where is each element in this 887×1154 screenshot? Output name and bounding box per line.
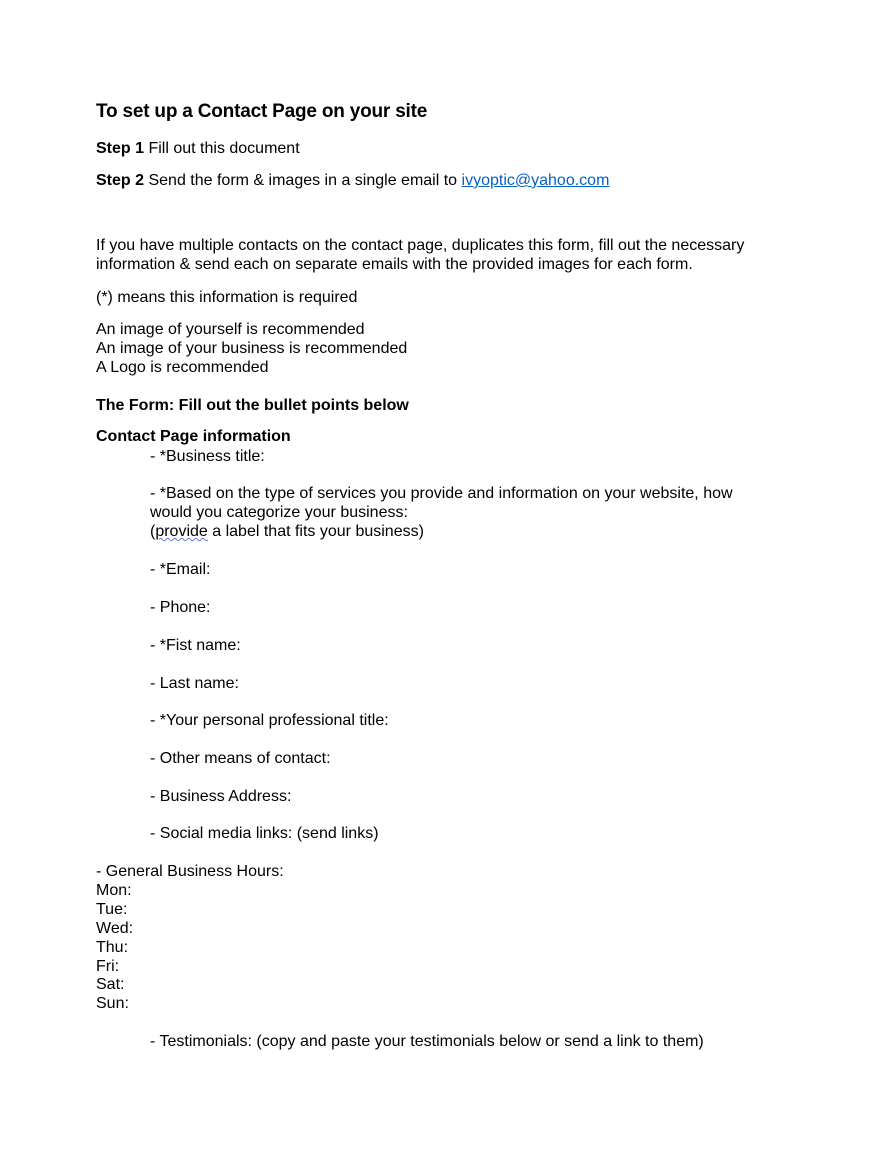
required-note: (*) means this information is required [96, 289, 358, 306]
step-2-text: Send the form & images in a single email to [148, 172, 458, 189]
page-title: To set up a Contact Page on your site [96, 101, 428, 122]
day-mon: Mon: [96, 882, 132, 899]
field-other-contact: - Other means of contact: [150, 750, 331, 767]
field-business-title: - *Business title: [150, 448, 265, 465]
step-2-label: Step 2 [96, 172, 145, 189]
day-thu: Thu: [96, 939, 129, 956]
step-1-text: Fill out this document [148, 140, 300, 157]
day-sat: Sat: [96, 976, 125, 993]
day-wed: Wed: [96, 920, 134, 937]
field-hours: - General Business Hours: [96, 863, 284, 880]
section-heading: Contact Page information [96, 428, 291, 445]
step-1-label: Step 1 [96, 140, 145, 157]
day-tue: Tue: [96, 901, 128, 918]
field-address: - Business Address: [150, 788, 292, 805]
field-category-line-3: (provide a label that fits your business) [150, 523, 424, 540]
field-social: - Social media links: (send links) [150, 825, 379, 842]
intro-line-2: information & send each on separate emails with the provided images for each form. [96, 256, 693, 273]
recommendation: An image of yourself is recommended [96, 321, 365, 338]
field-category-line-1: - *Based on the type of services you provide and information on your website, how [150, 485, 733, 502]
day-fri: Fri: [96, 958, 120, 975]
field-last-name: - Last name: [150, 675, 239, 692]
field-category-line-2: would you categorize your business: [150, 504, 408, 521]
field-phone: - Phone: [150, 599, 211, 616]
field-professional-title: - *Your personal professional title: [150, 712, 389, 729]
field-category-rest: a label that fits your business) [207, 523, 424, 540]
field-first-name: - *Fist name: [150, 637, 241, 654]
day-sun: Sun: [96, 995, 129, 1012]
form-heading: The Form: Fill out the bullet points below [96, 397, 409, 414]
intro-line-1: If you have multiple contacts on the contact page, duplicates this form, fill out the necessary [96, 237, 745, 254]
email-link[interactable]: ivyoptic@yahoo.com [461, 172, 610, 189]
field-email: - *Email: [150, 561, 211, 578]
step-2 [96, 172, 609, 190]
field-testimonials: - Testimonials: (copy and paste your testimonials below or send a link to them) [150, 1033, 704, 1050]
step-1 [96, 140, 300, 158]
recommendation: A Logo is recommended [96, 359, 269, 376]
recommendation: An image of your business is recommended [96, 340, 408, 357]
spellcheck-word: provide [155, 523, 208, 540]
